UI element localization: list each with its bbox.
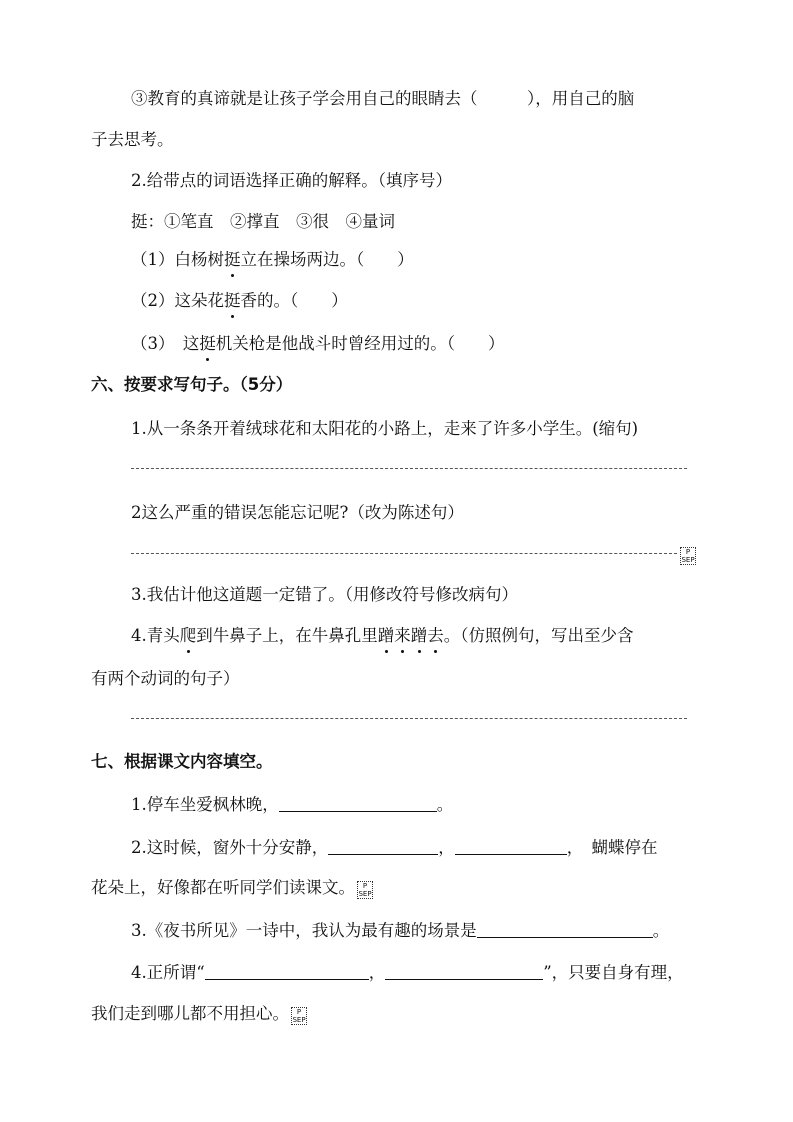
fill-blank[interactable] [328, 836, 438, 855]
s6-question-1: 1.从一条条开着绒球花和太阳花的小路上，走来了许多小学生。(缩句) [131, 419, 639, 438]
s5-line-1: ③教育的真谛就是让孩子学会用自己的眼睛去（ ），用自己的脑 [131, 89, 635, 108]
s7-q3-text: 3.《夜书所见》一诗中，我认为最有趣的场景是 [131, 921, 477, 940]
dotted-word: 蹭 [377, 626, 395, 645]
s7-q3-end: 。 [652, 921, 670, 940]
dotted-word: 挺 [224, 250, 241, 269]
s5-question-2: 2.给带点的词语选择正确的解释。（填序号） [131, 171, 452, 190]
sep-icon: P SEP [681, 548, 695, 564]
s7-q4-pre: 4.正所谓“ [131, 963, 205, 982]
s7-q1-end: 。 [436, 795, 454, 814]
dotted-word: 挺 [224, 291, 241, 310]
sep-icon: P SEP [358, 882, 372, 898]
s5-line-2: 子去思考。 [91, 130, 174, 149]
s7-question-2-cont [91, 877, 373, 899]
s6-q4-pre: 4.青头 [131, 626, 180, 645]
dotted-word: 挺 [199, 334, 216, 353]
answer-line[interactable] [131, 718, 687, 719]
s6-q4-mid: 到牛鼻子上，在牛鼻孔里 [196, 626, 378, 645]
s5-item-2-pre: （2）这朵花 [131, 291, 224, 310]
dotted-word: 来 [394, 626, 411, 645]
s6-q4-post: 。（仿照例句，写出至少含 [443, 626, 634, 645]
s5-item-3 [131, 333, 505, 355]
s7-question-4 [131, 961, 684, 984]
sep-mark [678, 543, 696, 565]
s7-q1-text: 1.停车坐爱枫林晚， [131, 795, 279, 814]
s5-item-2 [131, 290, 348, 312]
s7-title: 七、根据课文内容填空。 [91, 752, 273, 771]
answer-line[interactable] [131, 553, 677, 554]
s7-q2-post: ， 蝴蝶停在 [566, 838, 658, 857]
s7-q4-cont-text: 我们走到哪儿都不用担心。 [91, 1004, 289, 1023]
fill-blank[interactable] [455, 836, 567, 855]
fill-blank[interactable] [385, 961, 543, 980]
s7-question-2 [131, 836, 658, 859]
fill-blank[interactable] [205, 961, 369, 980]
sep-icon: P SEP [292, 1008, 306, 1024]
s5-item-1-post: 立在操场两边。（ ） [240, 250, 414, 269]
s7-question-1 [131, 793, 453, 816]
s7-question-4-cont [91, 1003, 307, 1025]
s5-item-2-post: 香的。（ ） [240, 291, 348, 310]
s7-q4-post: ”，只要自身有理， [543, 963, 684, 982]
s6-question-4-cont: 有两个动词的句子） [91, 669, 240, 688]
s6-title: 六、按要求写句子。（5分） [91, 375, 293, 394]
s5-item-3-pre: （3） 这 [131, 334, 200, 353]
s5-item-3-post: 机关枪是他战斗时曾经用过的。（ ） [215, 334, 505, 353]
dotted-word: 去 [427, 626, 444, 645]
fill-blank[interactable] [477, 919, 653, 938]
dotted-word: 蹭 [410, 626, 428, 645]
s6-question-3: 3.我估计他这道题一定错了。（用修改符号修改病句） [131, 585, 518, 604]
s7-q2-cont-text: 花朵上，好像都在听同学们读课文。 [91, 878, 355, 897]
s7-q2-text: 2.这时候，窗外十分安静， [131, 838, 329, 857]
s5-item-1-pre: （1）白杨树 [131, 250, 224, 269]
s5-item-1 [131, 249, 414, 271]
s5-options: 挺：①笔直 ②撑直 ③很 ④量词 [131, 212, 395, 231]
fill-blank[interactable] [279, 793, 437, 812]
s7-q2-comma: ， [438, 838, 455, 857]
s6-question-2: 2这么严重的错误怎能忘记呢?（改为陈述句） [131, 503, 464, 522]
dotted-word: 爬 [179, 626, 197, 645]
s7-question-3 [131, 919, 669, 942]
s7-q4-comma: ， [368, 963, 386, 982]
s6-question-4 [131, 625, 634, 647]
answer-line[interactable] [131, 468, 687, 469]
